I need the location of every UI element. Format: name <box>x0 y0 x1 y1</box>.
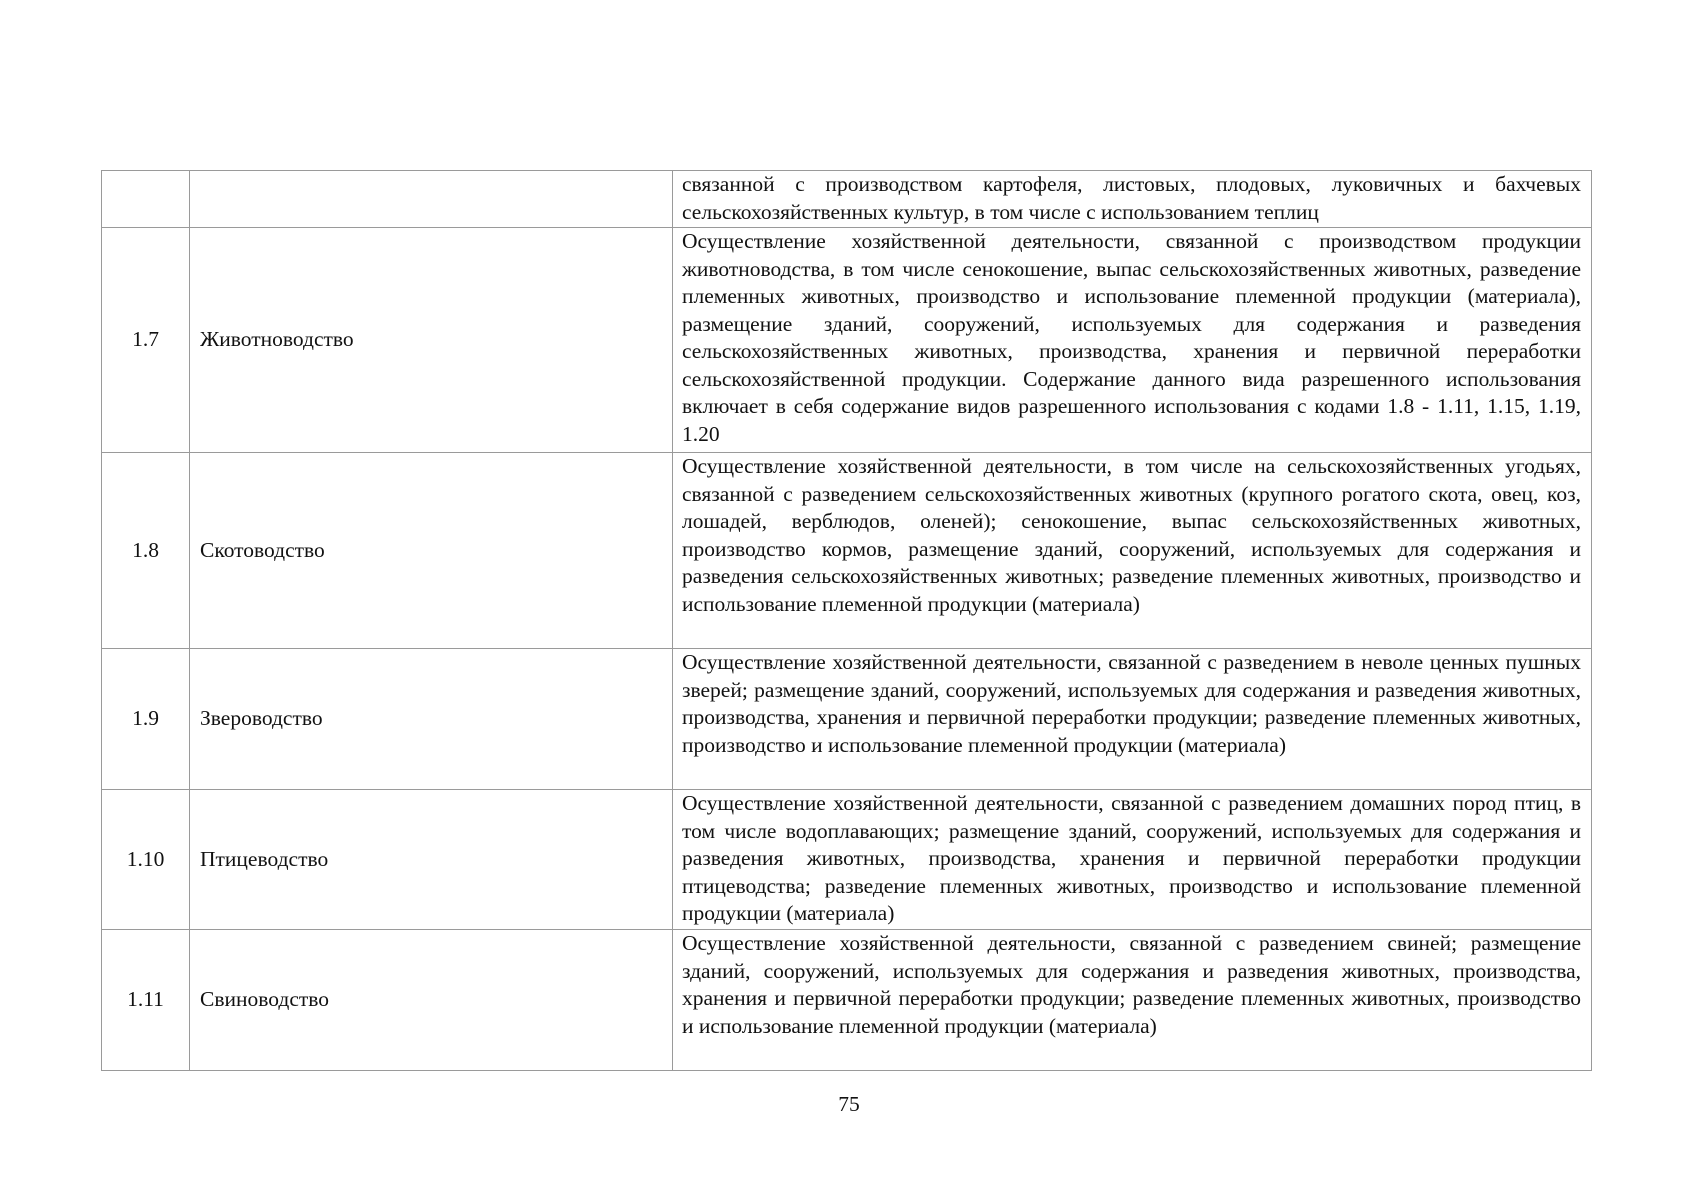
table-row <box>102 228 1592 453</box>
table-row <box>102 930 1592 1071</box>
row-code: 1.9 <box>102 649 190 790</box>
row-description: Осуществление хозяйственной деятельности, в том числе на сельскохозяйственных угодьях, связанной с разведением сельскохозяйственных животных (крупного рогатого скота, овец, коз, лошадей, верблюдов, оленей); сенокошение, выпас сельскохозяйственных животных, производство кормов, размещение зданий, сооружений, используемых для содержания и разведения сельскохозяйственных животных; разведение племенных животных, производство и использование племенной продукции (материала) <box>673 453 1592 649</box>
row-name: Животноводство <box>190 228 673 453</box>
row-name: Свиноводство <box>190 930 673 1071</box>
table-row <box>102 453 1592 649</box>
row-description: связанной с производством картофеля, листовых, плодовых, луковичных и бахчевых сельскохозяйственных культур, в том числе с использованием теплиц <box>673 171 1592 228</box>
row-description: Осуществление хозяйственной деятельности, связанной с производством продукции животноводства, в том числе сенокошение, выпас сельскохозяйственных животных, разведение племенных животных, производство и использование племенной продукции (материала), размещение зданий, сооружений, используемых для содержания и разведения сельскохозяйственных животных, производства, хранения и первичной переработки сельскохозяйственной продукции. Содержание данного вида разрешенного использования включает в себя содержание видов разрешенного использования с кодами 1.8 - 1.11, 1.15, 1.19, 1.20 <box>673 228 1592 453</box>
row-description: Осуществление хозяйственной деятельности, связанной с разведением в неволе ценных пушных зверей; размещение зданий, сооружений, используемых для содержания и разведения животных, производства, хранения и первичной переработки продукции; разведение племенных животных, производство и использование племенной продукции (материала) <box>673 649 1592 790</box>
table-row <box>102 171 1592 228</box>
row-name <box>190 171 673 228</box>
page-number: 75 <box>838 1092 860 1116</box>
row-code <box>102 171 190 228</box>
row-description: Осуществление хозяйственной деятельности, связанной с разведением домашних пород птиц, в том числе водоплавающих; размещение зданий, сооружений, используемых для содержания и разведения животных, производства, хранения и первичной переработки продукции птицеводства; разведение племенных животных, производство и использование племенной продукции (материала) <box>673 790 1592 930</box>
land-use-table <box>101 170 1592 1071</box>
table-row <box>102 790 1592 930</box>
row-name: Птицеводство <box>190 790 673 930</box>
row-name: Скотоводство <box>190 453 673 649</box>
row-code: 1.10 <box>102 790 190 930</box>
row-name: Звероводство <box>190 649 673 790</box>
table-row <box>102 649 1592 790</box>
row-code: 1.7 <box>102 228 190 453</box>
row-code: 1.11 <box>102 930 190 1071</box>
row-description: Осуществление хозяйственной деятельности, связанной с разведением свиней; размещение зданий, сооружений, используемых для содержания и разведения животных, производства, хранения и первичной переработки продукции; разведение племенных животных, производство и использование племенной продукции (материала) <box>673 930 1592 1071</box>
row-code: 1.8 <box>102 453 190 649</box>
